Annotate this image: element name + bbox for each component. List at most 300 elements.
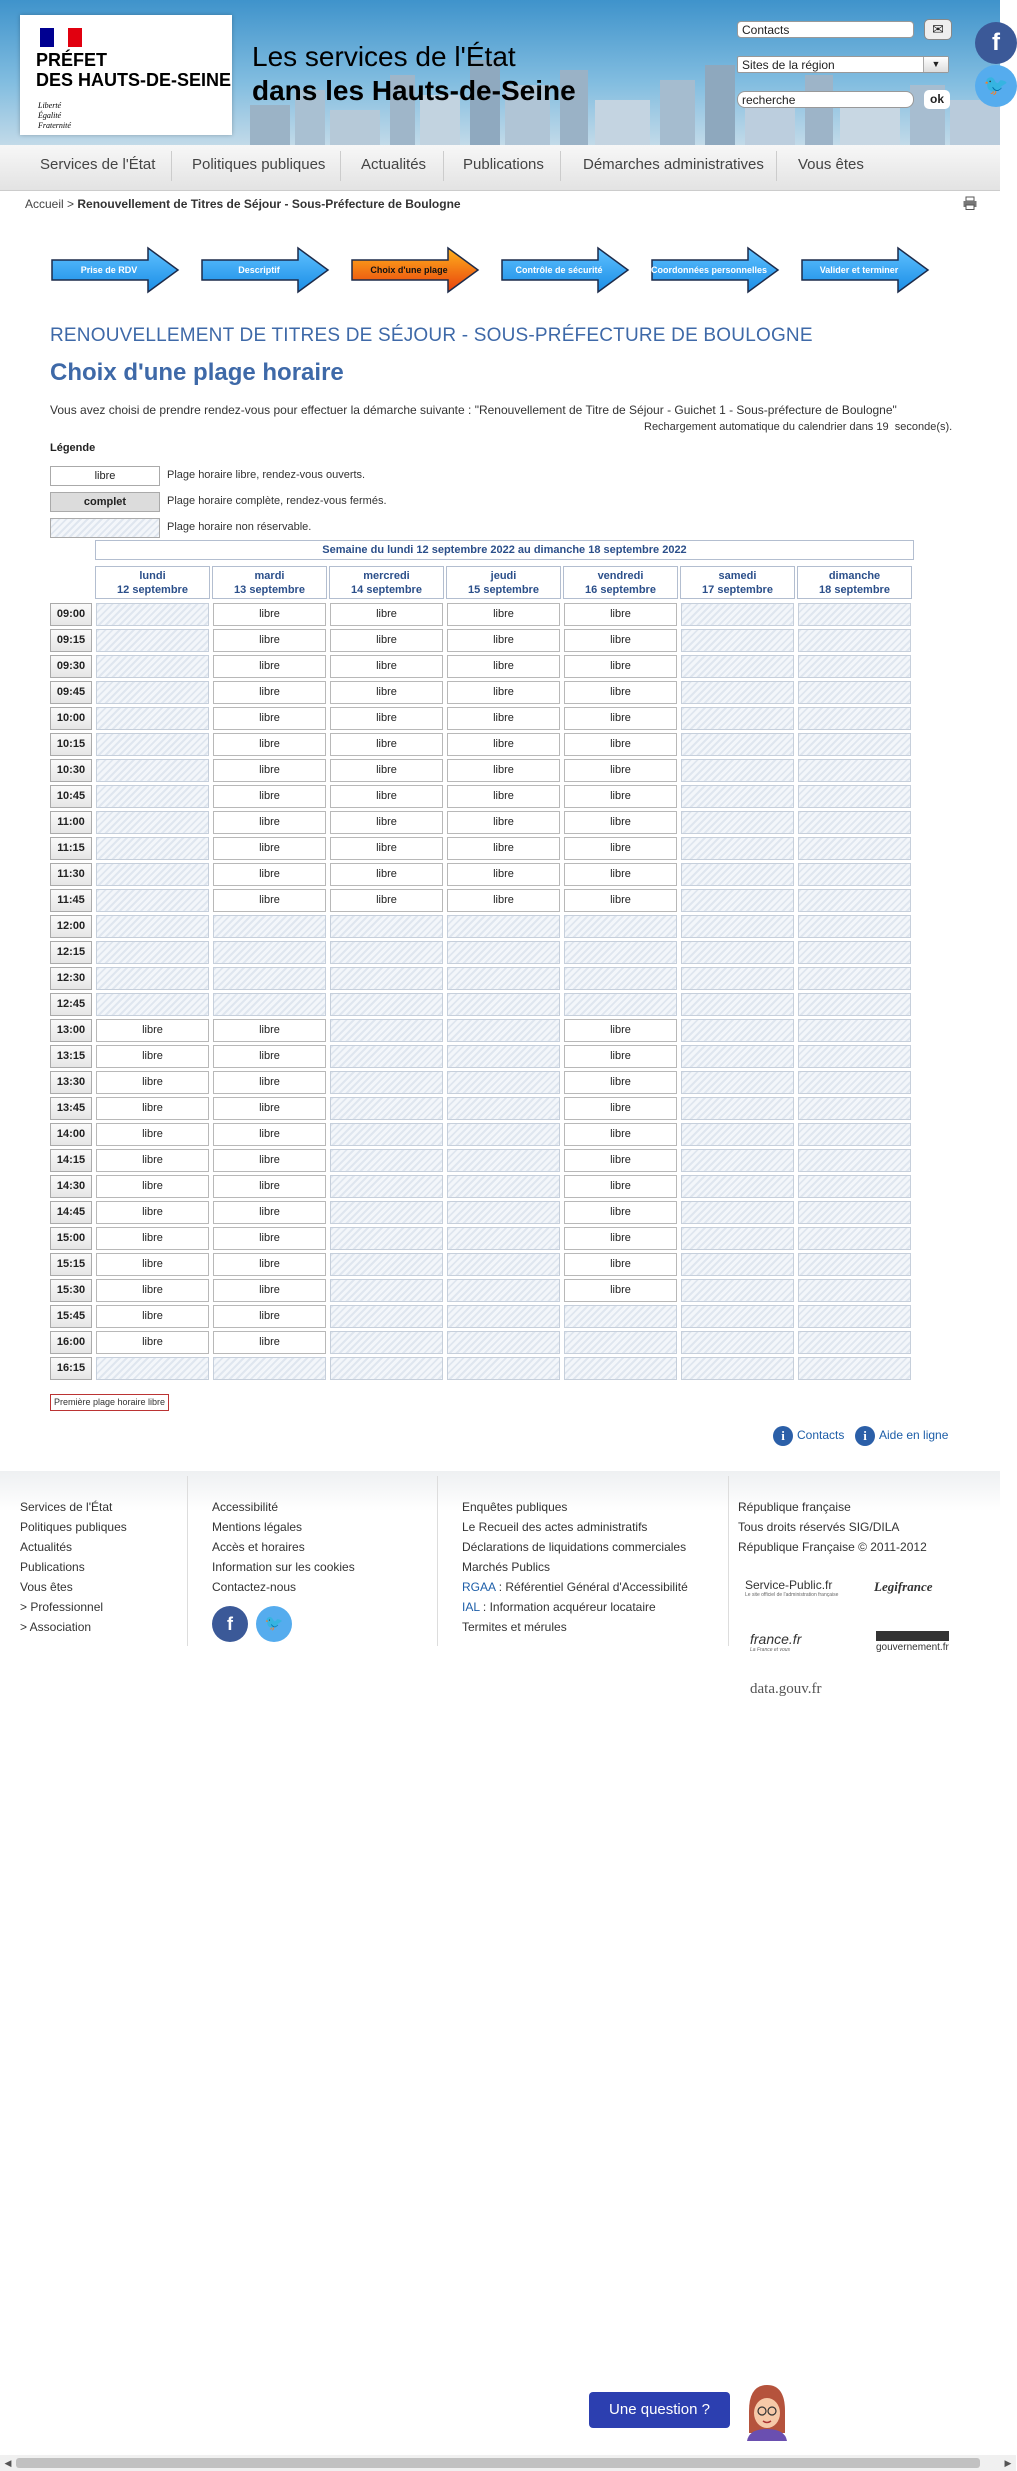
slot-free[interactable]: libre <box>564 863 677 886</box>
service-public-logo[interactable] <box>745 1578 838 1598</box>
slot-unavailable <box>330 1019 443 1042</box>
slot-free[interactable]: libre <box>213 863 326 886</box>
slot-free[interactable]: libre <box>447 759 560 782</box>
nav-item-demarches[interactable]: Démarches administratives <box>583 156 764 173</box>
slot-free[interactable]: libre <box>213 759 326 782</box>
first-free-slot-button[interactable]: Première plage horaire libre <box>50 1394 169 1411</box>
slot-free[interactable]: libre <box>213 603 326 626</box>
slot-free[interactable]: libre <box>447 733 560 756</box>
slot-free[interactable]: libre <box>564 1227 677 1250</box>
slot-free[interactable]: libre <box>96 1227 209 1250</box>
sites-region-select[interactable] <box>737 56 949 73</box>
slot-free[interactable]: libre <box>330 681 443 704</box>
reload-suffix: seconde(s). <box>894 421 953 433</box>
legend-title: Légende <box>50 442 96 454</box>
slot-free[interactable]: libre <box>447 811 560 834</box>
slot-unavailable <box>681 1149 794 1172</box>
slot-free[interactable]: libre <box>330 811 443 834</box>
slot-free[interactable]: libre <box>447 889 560 912</box>
nav-separator <box>560 151 561 181</box>
slot-unavailable <box>798 1149 911 1172</box>
slot-unavailable <box>681 863 794 886</box>
step-4[interactable] <box>500 246 630 294</box>
slot-free[interactable]: libre <box>213 837 326 860</box>
footer-link[interactable]: Enquêtes publiques <box>462 1500 568 1514</box>
slot-unavailable <box>96 629 209 652</box>
time-label: 13:15 <box>50 1045 92 1068</box>
footer-link[interactable]: Accès et horaires <box>212 1540 305 1554</box>
slot-unavailable <box>798 863 911 886</box>
slot-free[interactable]: libre <box>564 681 677 704</box>
legend-box-free: libre <box>50 466 160 486</box>
time-label: 14:30 <box>50 1175 92 1198</box>
step-label: Descriptif <box>238 265 280 275</box>
slot-free[interactable]: libre <box>330 863 443 886</box>
scrollbar-thumb[interactable] <box>16 2458 980 2468</box>
slot-free[interactable]: libre <box>564 889 677 912</box>
slot-free[interactable]: libre <box>564 1175 677 1198</box>
slot-free[interactable]: libre <box>96 1305 209 1328</box>
slot-unavailable <box>447 1279 560 1302</box>
slot-free[interactable]: libre <box>213 1227 326 1250</box>
week-title: Semaine du lundi 12 septembre 2022 au dimanche 18 septembre 2022 <box>95 540 914 560</box>
footer-link[interactable]: Marchés Publics <box>462 1560 551 1574</box>
slot-unavailable <box>798 1227 911 1250</box>
time-label: 12:00 <box>50 915 92 938</box>
slot-free[interactable]: libre <box>330 759 443 782</box>
facebook-icon[interactable]: f <box>975 22 1017 64</box>
slot-unavailable <box>213 967 326 990</box>
slot-unavailable <box>798 1331 911 1354</box>
slot-unavailable <box>798 785 911 808</box>
slot-free[interactable]: libre <box>96 1045 209 1068</box>
slot-unavailable <box>681 837 794 860</box>
footer-text: Tous droits réservés SIG/DILA <box>738 1520 900 1534</box>
slot-unavailable <box>447 915 560 938</box>
rgaa-text: : Référentiel Général d'Accessibilité <box>498 1580 688 1594</box>
french-flag-icon <box>40 28 82 47</box>
footer-col-legal <box>212 1499 355 1599</box>
twitter-icon[interactable]: 🐦 <box>256 1606 292 1642</box>
slot-unavailable <box>564 1331 677 1354</box>
step-6[interactable] <box>800 246 930 294</box>
day-date: 13 septembre <box>234 584 305 596</box>
reload-seconds: 19 <box>876 421 889 433</box>
slot-free[interactable]: libre <box>564 629 677 652</box>
slot-unavailable <box>681 993 794 1016</box>
slot-unavailable <box>96 993 209 1016</box>
slot-unavailable <box>96 1357 209 1380</box>
footer-text: République Française © 2011-2012 <box>738 1540 927 1554</box>
step-5[interactable] <box>650 246 780 294</box>
slot-free[interactable]: libre <box>96 1201 209 1224</box>
slot-unavailable <box>330 1305 443 1328</box>
site-title-line2: dans les Hauts-de-Seine <box>252 75 576 106</box>
slot-unavailable <box>798 1123 911 1146</box>
print-icon[interactable] <box>963 197 977 210</box>
slot-unavailable <box>330 1071 443 1094</box>
slot-free[interactable]: libre <box>96 1331 209 1354</box>
slot-free[interactable]: libre <box>213 811 326 834</box>
slot-free[interactable]: libre <box>447 655 560 678</box>
slot-free[interactable]: libre <box>96 1279 209 1302</box>
search-input[interactable]: recherche <box>737 91 914 108</box>
slot-free[interactable]: libre <box>96 1149 209 1172</box>
slot-free[interactable]: libre <box>213 1097 326 1120</box>
slot-unavailable <box>330 1253 443 1276</box>
slot-unavailable <box>681 629 794 652</box>
twitter-icon[interactable]: 🐦 <box>975 65 1017 107</box>
site-title <box>252 40 576 108</box>
slot-free[interactable]: libre <box>564 1123 677 1146</box>
ial-acronym: IAL <box>462 1600 480 1614</box>
slot-free[interactable]: libre <box>447 785 560 808</box>
slot-unavailable <box>447 1357 560 1380</box>
slot-free[interactable]: libre <box>213 1331 326 1354</box>
footer-link[interactable]: Actualités <box>20 1540 73 1554</box>
slot-unavailable <box>96 863 209 886</box>
step-3[interactable] <box>350 246 480 294</box>
slot-unavailable <box>681 1071 794 1094</box>
footer-link[interactable]: Services de l'État <box>20 1500 113 1514</box>
slot-free[interactable]: libre <box>564 1019 677 1042</box>
slot-free[interactable]: libre <box>564 1045 677 1068</box>
slot-unavailable <box>798 1097 911 1120</box>
time-label: 15:00 <box>50 1227 92 1250</box>
slot-free[interactable]: libre <box>96 1253 209 1276</box>
france-fr-logo[interactable] <box>750 1631 801 1653</box>
data-gouv-fr-logo[interactable]: data.gouv.fr <box>750 1681 822 1697</box>
horizontal-scrollbar[interactable] <box>0 2455 1016 2471</box>
slot-unavailable <box>96 733 209 756</box>
nav-item-publications[interactable]: Publications <box>463 156 544 173</box>
slot-unavailable <box>330 993 443 1016</box>
slot-free[interactable]: libre <box>96 1019 209 1042</box>
slot-free[interactable]: libre <box>213 681 326 704</box>
slot-unavailable <box>681 707 794 730</box>
footer-link[interactable]: Publications <box>20 1560 85 1574</box>
intro-text: Vous avez choisi de prendre rendez-vous pour effectuer la démarche suivante : "Renouvellement de Titre de Séjour - Guichet 1 - Sous-préfecture de Boulogne" <box>50 403 897 417</box>
main-navigation <box>0 145 1000 191</box>
slot-free[interactable]: libre <box>213 889 326 912</box>
day-date: 17 septembre <box>702 584 773 596</box>
slot-free[interactable]: libre <box>213 629 326 652</box>
slot-free[interactable]: libre <box>564 733 677 756</box>
legend-text-free: Plage horaire libre, rendez-vous ouverts. <box>167 469 366 481</box>
slot-free[interactable]: libre <box>213 733 326 756</box>
time-label: 10:00 <box>50 707 92 730</box>
slot-unavailable <box>681 1097 794 1120</box>
slot-free[interactable]: libre <box>330 603 443 626</box>
slot-unavailable <box>447 1045 560 1068</box>
slot-free[interactable]: libre <box>213 707 326 730</box>
footer-col-rights <box>738 1499 927 1559</box>
slot-unavailable <box>96 707 209 730</box>
slot-free[interactable]: libre <box>330 785 443 808</box>
nav-separator <box>776 151 777 181</box>
slot-unavailable <box>681 811 794 834</box>
footer-separator <box>728 1476 729 1646</box>
facebook-icon[interactable]: f <box>212 1606 248 1642</box>
slot-unavailable <box>798 681 911 704</box>
time-label: 11:45 <box>50 889 92 912</box>
slot-free[interactable]: libre <box>213 1253 326 1276</box>
time-label: 09:15 <box>50 629 92 652</box>
slot-free[interactable]: libre <box>213 1149 326 1172</box>
time-label: 11:30 <box>50 863 92 886</box>
step-label: Prise de RDV <box>80 265 138 275</box>
slot-unavailable <box>798 837 911 860</box>
slot-free[interactable]: libre <box>447 863 560 886</box>
slot-free[interactable]: libre <box>213 655 326 678</box>
footer-link[interactable]: Politiques publiques <box>20 1520 127 1534</box>
slot-unavailable <box>681 1175 794 1198</box>
time-label: 09:00 <box>50 603 92 626</box>
footer-link[interactable]: Mentions légales <box>212 1520 303 1534</box>
time-label: 11:00 <box>50 811 92 834</box>
slot-free[interactable]: libre <box>330 889 443 912</box>
time-label: 10:45 <box>50 785 92 808</box>
time-label: 13:00 <box>50 1019 92 1042</box>
slot-unavailable <box>681 1279 794 1302</box>
day-header-lundi <box>95 566 210 599</box>
footer-link[interactable]: Information sur les cookies <box>212 1560 355 1574</box>
slot-unavailable <box>681 889 794 912</box>
slot-unavailable <box>564 1305 677 1328</box>
slot-free[interactable]: libre <box>213 1175 326 1198</box>
footer-link-rgaa[interactable] <box>462 1579 688 1599</box>
step-1[interactable] <box>50 246 180 294</box>
time-label: 14:00 <box>50 1123 92 1146</box>
slot-free[interactable]: libre <box>564 1097 677 1120</box>
slot-free[interactable]: libre <box>564 707 677 730</box>
service-public-tagline: Le site officiel de l'administration française <box>745 1592 839 1598</box>
slot-free[interactable]: libre <box>330 733 443 756</box>
help-online-link[interactable] <box>855 1426 948 1446</box>
slot-unavailable <box>798 993 911 1016</box>
slot-free[interactable]: libre <box>213 1045 326 1068</box>
france-fr-tagline: La France et vous <box>750 1647 791 1653</box>
scroll-left-icon[interactable]: ◀ <box>4 2458 12 2468</box>
chat-question-button[interactable]: Une question ? <box>589 2392 730 2428</box>
footer-link[interactable]: Déclarations de liquidations commerciales <box>462 1540 687 1554</box>
slot-unavailable <box>330 1331 443 1354</box>
slot-free[interactable]: libre <box>213 1305 326 1328</box>
time-label: 09:30 <box>50 655 92 678</box>
time-label: 15:15 <box>50 1253 92 1276</box>
slot-unavailable <box>96 967 209 990</box>
slot-free[interactable]: libre <box>330 707 443 730</box>
footer-link[interactable]: Le Recueil des actes administratifs <box>462 1520 648 1534</box>
slot-free[interactable]: libre <box>96 1175 209 1198</box>
slot-free[interactable]: libre <box>564 837 677 860</box>
slot-unavailable <box>564 915 677 938</box>
slot-unavailable <box>798 967 911 990</box>
slot-unavailable <box>681 915 794 938</box>
step-2[interactable] <box>200 246 330 294</box>
slot-unavailable <box>798 655 911 678</box>
slot-free[interactable]: libre <box>447 629 560 652</box>
nav-separator <box>443 151 444 181</box>
footer-col-nav <box>20 1499 127 1639</box>
slot-free[interactable]: libre <box>564 1253 677 1276</box>
step-label: Coordonnées personnelles <box>650 265 768 275</box>
reload-prefix: Rechargement automatique du calendrier dans <box>644 421 874 433</box>
logo-title: PRÉFET DES HAUTS-DE-SEINE <box>36 50 232 90</box>
slot-unavailable <box>330 1175 443 1198</box>
footer-link[interactable]: > Professionnel <box>20 1600 104 1614</box>
time-label: 12:45 <box>50 993 92 1016</box>
slot-free[interactable]: libre <box>330 629 443 652</box>
slot-unavailable <box>96 941 209 964</box>
slot-unavailable <box>447 993 560 1016</box>
breadcrumb-home[interactable]: Accueil <box>25 197 64 211</box>
time-label: 10:15 <box>50 733 92 756</box>
slot-free[interactable]: libre <box>564 655 677 678</box>
day-date: 14 septembre <box>351 584 422 596</box>
time-label: 14:15 <box>50 1149 92 1172</box>
time-label: 16:00 <box>50 1331 92 1354</box>
footer-separator <box>187 1476 188 1646</box>
day-name: jeudi <box>490 570 517 582</box>
slot-unavailable <box>330 1357 443 1380</box>
slot-unavailable <box>681 1331 794 1354</box>
slot-free[interactable]: libre <box>564 759 677 782</box>
footer-link[interactable]: Accessibilité <box>212 1500 279 1514</box>
mail-icon[interactable]: ✉ <box>924 19 952 40</box>
breadcrumb <box>25 197 461 211</box>
service-public-name: Service-Public.fr <box>745 1578 833 1592</box>
time-label: 11:15 <box>50 837 92 860</box>
slot-free[interactable]: libre <box>213 1201 326 1224</box>
slot-unavailable <box>96 681 209 704</box>
footer-link-ial[interactable] <box>462 1599 688 1619</box>
slot-unavailable <box>447 1123 560 1146</box>
scroll-right-icon[interactable]: ▶ <box>1004 2458 1012 2468</box>
slot-free[interactable]: libre <box>96 1097 209 1120</box>
slot-unavailable <box>330 1097 443 1120</box>
slot-unavailable <box>798 941 911 964</box>
nav-item-politiques[interactable]: Politiques publiques <box>192 156 326 173</box>
slot-free[interactable]: libre <box>213 1019 326 1042</box>
slot-free[interactable]: libre <box>564 1071 677 1094</box>
slot-unavailable <box>681 785 794 808</box>
day-date: 12 septembre <box>117 584 188 596</box>
slot-unavailable <box>213 1357 326 1380</box>
nav-item-services[interactable]: Services de l'État <box>40 156 156 173</box>
slot-free[interactable]: libre <box>447 707 560 730</box>
slot-unavailable <box>447 1227 560 1250</box>
slot-free[interactable]: libre <box>213 1123 326 1146</box>
nav-item-actualites[interactable]: Actualités <box>361 156 427 173</box>
slot-unavailable <box>798 1201 911 1224</box>
chatbot-avatar-icon[interactable] <box>741 2381 793 2441</box>
slot-free[interactable]: libre <box>447 603 560 626</box>
slot-free[interactable]: libre <box>447 681 560 704</box>
slot-unavailable <box>330 1045 443 1068</box>
slot-free[interactable]: libre <box>447 837 560 860</box>
time-label: 13:30 <box>50 1071 92 1094</box>
day-name: samedi <box>718 570 757 582</box>
prefecture-logo[interactable] <box>20 15 232 135</box>
day-name: vendredi <box>597 570 644 582</box>
slot-unavailable <box>681 655 794 678</box>
slot-unavailable <box>798 1175 911 1198</box>
step-label: Choix d'une plage <box>370 265 448 275</box>
slot-unavailable <box>681 941 794 964</box>
search-ok-button[interactable]: ok <box>924 90 950 109</box>
slot-unavailable <box>798 629 911 652</box>
slot-free[interactable]: libre <box>330 655 443 678</box>
slot-unavailable <box>96 785 209 808</box>
slot-unavailable <box>96 837 209 860</box>
slot-free[interactable]: libre <box>330 837 443 860</box>
slot-free[interactable]: libre <box>96 1123 209 1146</box>
slot-free[interactable]: libre <box>564 811 677 834</box>
info-icon: i <box>773 1426 793 1446</box>
help-contacts-link[interactable] <box>773 1426 844 1446</box>
help-contacts-label: Contacts <box>797 1428 845 1443</box>
slot-unavailable <box>564 993 677 1016</box>
slot-unavailable <box>798 603 911 626</box>
day-header-mardi <box>212 566 327 599</box>
chevron-down-icon[interactable]: ▼ <box>923 57 948 72</box>
slot-unavailable <box>447 1253 560 1276</box>
slot-unavailable <box>681 1201 794 1224</box>
slot-unavailable <box>798 707 911 730</box>
contacts-field[interactable]: Contacts <box>737 21 914 38</box>
slot-unavailable <box>447 941 560 964</box>
gouvernement-fr-logo[interactable]: gouvernement.fr <box>876 1631 949 1653</box>
slot-free[interactable]: libre <box>564 1279 677 1302</box>
step-label: Valider et terminer <box>819 265 899 275</box>
slot-unavailable <box>96 759 209 782</box>
slot-unavailable <box>96 655 209 678</box>
footer-link[interactable]: Contactez-nous <box>212 1580 297 1594</box>
slot-unavailable <box>96 915 209 938</box>
slot-free[interactable]: libre <box>213 1279 326 1302</box>
footer-link[interactable]: Termites et mérules <box>462 1620 567 1634</box>
nav-separator <box>340 151 341 181</box>
slot-free[interactable]: libre <box>564 1201 677 1224</box>
slot-free[interactable]: libre <box>213 785 326 808</box>
legifrance-logo[interactable]: Legifrance <box>874 1579 933 1594</box>
slot-free[interactable]: libre <box>564 603 677 626</box>
slot-free[interactable]: libre <box>564 1149 677 1172</box>
footer-link[interactable]: > Association <box>20 1620 92 1634</box>
legend-box-unavailable <box>50 518 160 538</box>
sites-region-select-value: Sites de la région <box>742 58 835 72</box>
slot-unavailable <box>798 733 911 756</box>
site-footer <box>0 1471 1000 1701</box>
nav-item-vous-etes[interactable]: Vous êtes <box>798 156 864 173</box>
slot-unavailable <box>213 993 326 1016</box>
slot-unavailable <box>330 1279 443 1302</box>
site-title-line1: Les services de l'État <box>252 41 516 72</box>
time-label: 14:45 <box>50 1201 92 1224</box>
slot-free[interactable]: libre <box>96 1071 209 1094</box>
slot-unavailable <box>96 889 209 912</box>
slot-unavailable <box>681 1227 794 1250</box>
slot-free[interactable]: libre <box>564 785 677 808</box>
legend-text-full: Plage horaire complète, rendez-vous fermés. <box>167 495 387 507</box>
footer-link[interactable]: Vous êtes <box>20 1580 73 1594</box>
site-header <box>0 0 1009 150</box>
slot-free[interactable]: libre <box>213 1071 326 1094</box>
day-date: 18 septembre <box>819 584 890 596</box>
time-label: 15:30 <box>50 1279 92 1302</box>
ial-text: : Information acquéreur locataire <box>482 1600 656 1614</box>
